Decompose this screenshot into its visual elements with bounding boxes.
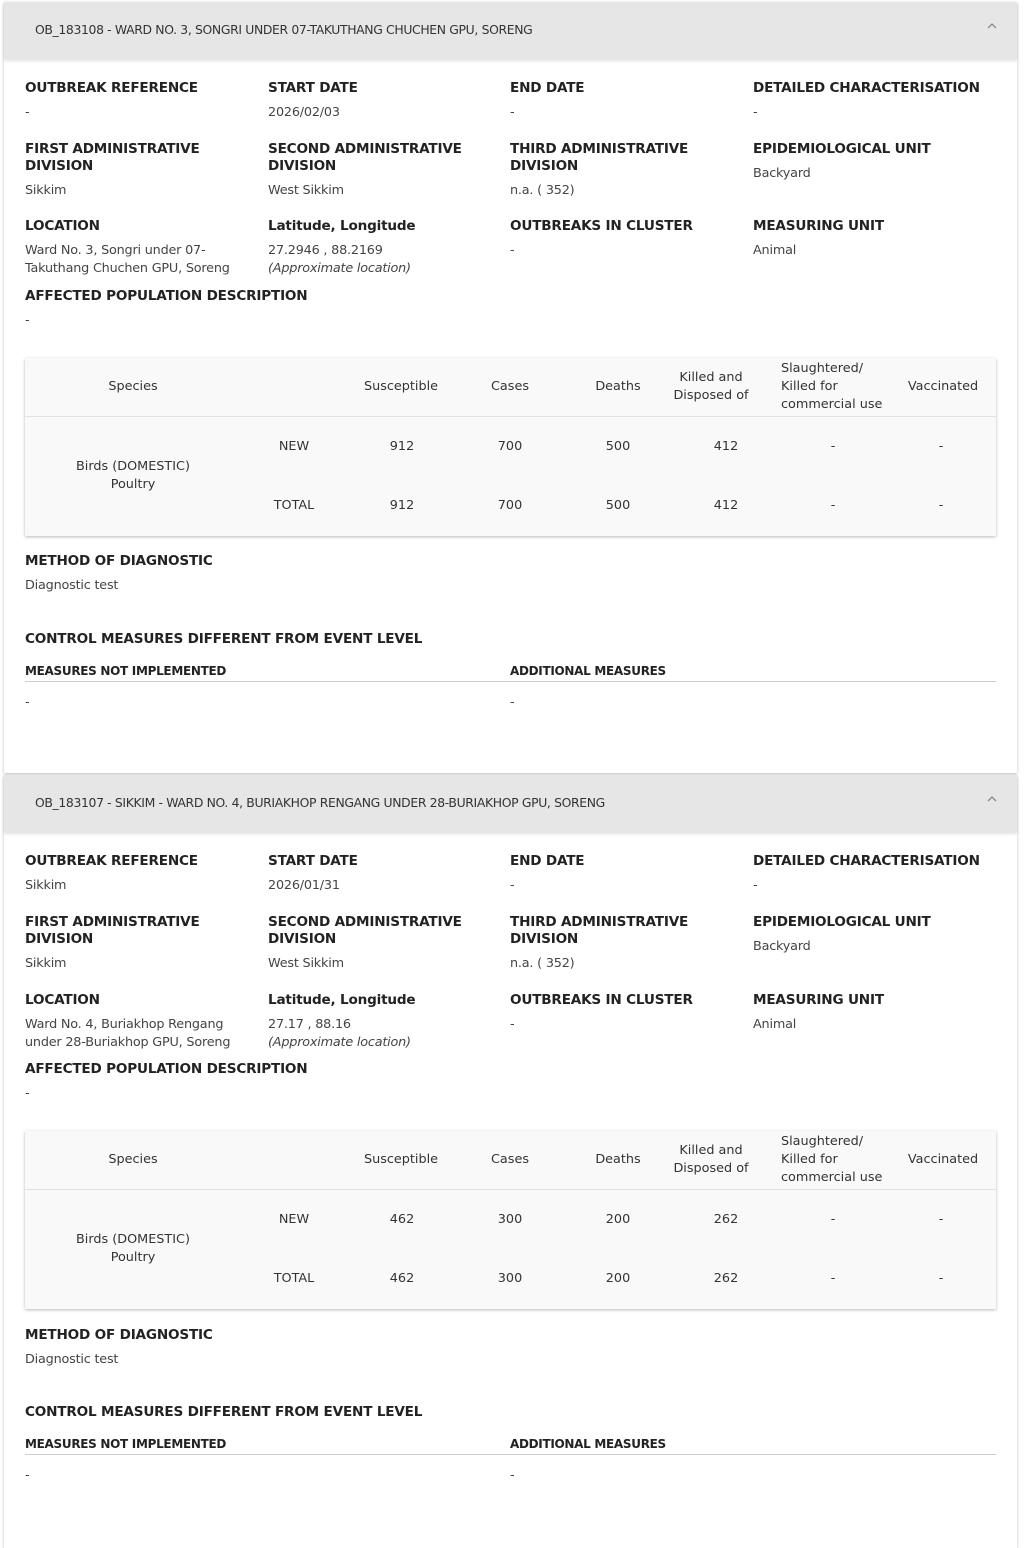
lat-long-field <box>268 218 503 278</box>
field-value: Diagnostic test <box>25 1352 119 1367</box>
section-heading: CONTROL MEASURES DIFFERENT FROM EVENT LEVEL <box>25 1404 423 1420</box>
field-value: - <box>753 105 758 120</box>
header-deaths: Deaths <box>595 1152 641 1167</box>
field-value: 27.2946 , 88.2169 <box>268 243 383 258</box>
third-admin-field <box>510 914 750 973</box>
field-label: END DATE <box>510 80 585 96</box>
outbreaks-in-cluster-field <box>510 218 745 260</box>
start-date-field <box>268 80 503 122</box>
field-label: Latitude, Longitude <box>268 992 416 1008</box>
row-label: NEW <box>278 439 310 454</box>
header-line: commercial use <box>781 397 883 412</box>
location-field <box>25 218 265 278</box>
measures-not-implemented-label: MEASURES NOT IMPLEMENTED <box>25 664 227 678</box>
species-line: Birds (DOMESTIC) <box>76 1232 190 1247</box>
third-admin-field <box>510 141 750 200</box>
cell-slaughtered: - <box>830 439 836 454</box>
header-vaccinated: Vaccinated <box>907 1152 979 1167</box>
outbreaks-in-cluster-field <box>510 992 745 1034</box>
header-susceptible: Susceptible <box>363 379 439 394</box>
measures-not-implemented-value: - <box>25 695 30 710</box>
field-value: Backyard <box>753 939 811 954</box>
epi-unit-field <box>753 914 998 956</box>
species-line: Poultry <box>110 477 156 492</box>
measuring-unit-field <box>753 218 998 260</box>
location-line: Ward No. 4, Buriakhop Rengang <box>25 1017 224 1032</box>
header-species: Species <box>108 1152 158 1167</box>
control-measures-heading <box>25 631 625 648</box>
location-line: Takuthang Chuchen GPU, Soreng <box>25 261 230 276</box>
lat-long-field <box>268 992 503 1052</box>
field-value: Sikkim <box>25 956 67 971</box>
field-label: END DATE <box>510 853 585 869</box>
cell-vaccinated: - <box>938 1212 944 1227</box>
cell-deaths: 200 <box>605 1212 631 1227</box>
field-label: THIRD ADMINISTRATIVE DIVISION <box>510 141 689 174</box>
field-value: - <box>25 313 30 328</box>
cell-cases: 300 <box>497 1271 523 1286</box>
header-species: Species <box>108 379 158 394</box>
divider <box>25 681 996 682</box>
field-label: EPIDEMIOLOGICAL UNIT <box>753 141 931 157</box>
field-value: n.a. ( 352) <box>510 956 575 971</box>
chevron-up-icon[interactable] <box>985 19 999 33</box>
field-label: DETAILED CHARACTERISATION <box>753 853 980 869</box>
header-line: Killed for <box>781 379 838 394</box>
first-admin-field <box>25 914 265 973</box>
measuring-unit-field <box>753 992 998 1034</box>
control-measures-heading <box>25 1404 625 1421</box>
field-value: - <box>510 243 515 258</box>
field-value: Backyard <box>753 166 811 181</box>
header-line: Slaughtered/ <box>781 1134 864 1149</box>
field-label: OUTBREAKS IN CLUSTER <box>510 992 693 1008</box>
row-label: NEW <box>278 1212 310 1227</box>
outbreak-panel <box>4 775 1017 1548</box>
field-label: MEASURING UNIT <box>753 992 884 1008</box>
field-label: START DATE <box>268 853 358 869</box>
field-label: FIRST ADMINISTRATIVE DIVISION <box>25 914 200 947</box>
field-label: START DATE <box>268 80 358 96</box>
cell-vaccinated: - <box>938 498 944 513</box>
field-label: OUTBREAK REFERENCE <box>25 80 198 96</box>
cell-vaccinated: - <box>938 439 944 454</box>
header-cases: Cases <box>491 1152 529 1167</box>
outbreak-reference-field <box>25 80 260 122</box>
location-field <box>25 992 265 1052</box>
header-line: commercial use <box>781 1170 883 1185</box>
species-table <box>25 1131 996 1309</box>
outbreak-title: OB_183108 - WARD NO. 3, SONGRI UNDER 07-TAKUTHANG CHUCHEN GPU, SORENG <box>35 22 533 37</box>
field-value: - <box>25 1086 30 1101</box>
affected-population-field <box>25 288 425 330</box>
detailed-characterisation-field <box>753 853 998 895</box>
approx-location-note: (Approximate location) <box>268 261 411 276</box>
cell-killed: 412 <box>713 439 739 454</box>
cell-killed: 262 <box>713 1212 739 1227</box>
field-label: METHOD OF DIAGNOSTIC <box>25 1327 213 1343</box>
table-header-row <box>25 1131 996 1190</box>
species-line: Birds (DOMESTIC) <box>76 459 190 474</box>
species-cell <box>25 458 241 494</box>
species-line: Poultry <box>110 1250 156 1265</box>
table-header-row <box>25 358 996 417</box>
field-label: EPIDEMIOLOGICAL UNIT <box>753 914 931 930</box>
header-deaths: Deaths <box>595 379 641 394</box>
field-value: - <box>510 1017 515 1032</box>
field-label: MEASURING UNIT <box>753 218 884 234</box>
epi-unit-field <box>753 141 998 183</box>
outbreak-title: OB_183107 - SIKKIM - WARD NO. 4, BURIAKHOP RENGANG UNDER 28-BURIAKHOP GPU, SORENG <box>35 795 605 810</box>
field-value: 27.17 , 88.16 <box>268 1017 351 1032</box>
additional-measures-value: - <box>510 695 515 710</box>
field-label: THIRD ADMINISTRATIVE DIVISION <box>510 914 689 947</box>
method-of-diagnostic-field <box>25 553 425 595</box>
field-value <box>25 242 265 278</box>
outbreak-panel-header[interactable] <box>4 775 1017 832</box>
field-value: n.a. ( 352) <box>510 183 575 198</box>
field-value: - <box>25 105 30 120</box>
cell-susceptible: 462 <box>389 1271 415 1286</box>
end-date-field <box>510 80 745 122</box>
second-admin-field <box>268 914 468 973</box>
cell-slaughtered: - <box>830 498 836 513</box>
field-label: FIRST ADMINISTRATIVE DIVISION <box>25 141 200 174</box>
additional-measures-label: ADDITIONAL MEASURES <box>510 1437 666 1451</box>
second-admin-field <box>268 141 468 200</box>
field-value: Diagnostic test <box>25 578 119 593</box>
species-table <box>25 358 996 536</box>
cell-killed: 412 <box>713 498 739 513</box>
section-heading: CONTROL MEASURES DIFFERENT FROM EVENT LEVEL <box>25 631 423 647</box>
header-slaughtered <box>781 1133 901 1187</box>
measures-not-implemented-label: MEASURES NOT IMPLEMENTED <box>25 1437 227 1451</box>
field-value: 2026/02/03 <box>268 105 340 120</box>
header-killed <box>665 1142 757 1178</box>
additional-measures-label: ADDITIONAL MEASURES <box>510 664 666 678</box>
cell-susceptible: 462 <box>389 1212 415 1227</box>
cell-deaths: 500 <box>605 498 631 513</box>
affected-population-field <box>25 1061 425 1103</box>
header-line: Killed and <box>679 370 743 385</box>
field-label: LOCATION <box>25 218 100 234</box>
header-susceptible: Susceptible <box>363 1152 439 1167</box>
cell-slaughtered: - <box>830 1212 836 1227</box>
outbreak-panel <box>4 2 1017 773</box>
location-line: under 28-Buriakhop GPU, Soreng <box>25 1035 231 1050</box>
first-admin-field <box>25 141 265 200</box>
field-value: West Sikkim <box>268 183 344 198</box>
cell-slaughtered: - <box>830 1271 836 1286</box>
field-label: OUTBREAK REFERENCE <box>25 853 198 869</box>
start-date-field <box>268 853 503 895</box>
detailed-characterisation-field <box>753 80 998 122</box>
field-value: Animal <box>753 1017 797 1032</box>
species-cell <box>25 1231 241 1267</box>
cell-cases: 700 <box>497 498 523 513</box>
row-label: TOTAL <box>273 1271 315 1286</box>
field-label: SECOND ADMINISTRATIVE DIVISION <box>268 914 462 947</box>
cell-susceptible: 912 <box>389 439 415 454</box>
header-line: Disposed of <box>673 388 749 403</box>
additional-measures-value: - <box>510 1468 515 1483</box>
header-line: Slaughtered/ <box>781 361 864 376</box>
field-label: LOCATION <box>25 992 100 1008</box>
method-of-diagnostic-field <box>25 1327 425 1369</box>
field-value: Sikkim <box>25 183 67 198</box>
outbreak-reference-field <box>25 853 260 895</box>
header-vaccinated: Vaccinated <box>907 379 979 394</box>
field-value <box>25 1016 265 1052</box>
cell-cases: 700 <box>497 439 523 454</box>
divider <box>25 1454 996 1455</box>
outbreak-panel-header[interactable] <box>4 2 1017 59</box>
cell-killed: 262 <box>713 1271 739 1286</box>
header-line: Killed and <box>679 1143 743 1158</box>
chevron-up-icon[interactable] <box>985 792 999 806</box>
field-label: AFFECTED POPULATION DESCRIPTION <box>25 288 308 304</box>
cell-vaccinated: - <box>938 1271 944 1286</box>
field-value: 2026/01/31 <box>268 878 340 893</box>
header-cases: Cases <box>491 379 529 394</box>
cell-susceptible: 912 <box>389 498 415 513</box>
cell-deaths: 500 <box>605 439 631 454</box>
measures-not-implemented-value: - <box>25 1468 30 1483</box>
field-value: Animal <box>753 243 797 258</box>
field-value: Sikkim <box>25 878 67 893</box>
field-label: AFFECTED POPULATION DESCRIPTION <box>25 1061 308 1077</box>
cell-deaths: 200 <box>605 1271 631 1286</box>
row-label: TOTAL <box>273 498 315 513</box>
location-line: Ward No. 3, Songri under 07- <box>25 243 206 258</box>
header-line: Killed for <box>781 1152 838 1167</box>
field-label: METHOD OF DIAGNOSTIC <box>25 553 213 569</box>
field-label: Latitude, Longitude <box>268 218 416 234</box>
header-line: Disposed of <box>673 1161 749 1176</box>
header-killed <box>665 369 757 405</box>
cell-cases: 300 <box>497 1212 523 1227</box>
field-value: - <box>510 878 515 893</box>
field-label: OUTBREAKS IN CLUSTER <box>510 218 693 234</box>
end-date-field <box>510 853 745 895</box>
field-value: West Sikkim <box>268 956 344 971</box>
approx-location-note: (Approximate location) <box>268 1035 411 1050</box>
field-label: DETAILED CHARACTERISATION <box>753 80 980 96</box>
field-value: - <box>753 878 758 893</box>
field-value: - <box>510 105 515 120</box>
field-label: SECOND ADMINISTRATIVE DIVISION <box>268 141 462 174</box>
header-slaughtered <box>781 360 901 414</box>
